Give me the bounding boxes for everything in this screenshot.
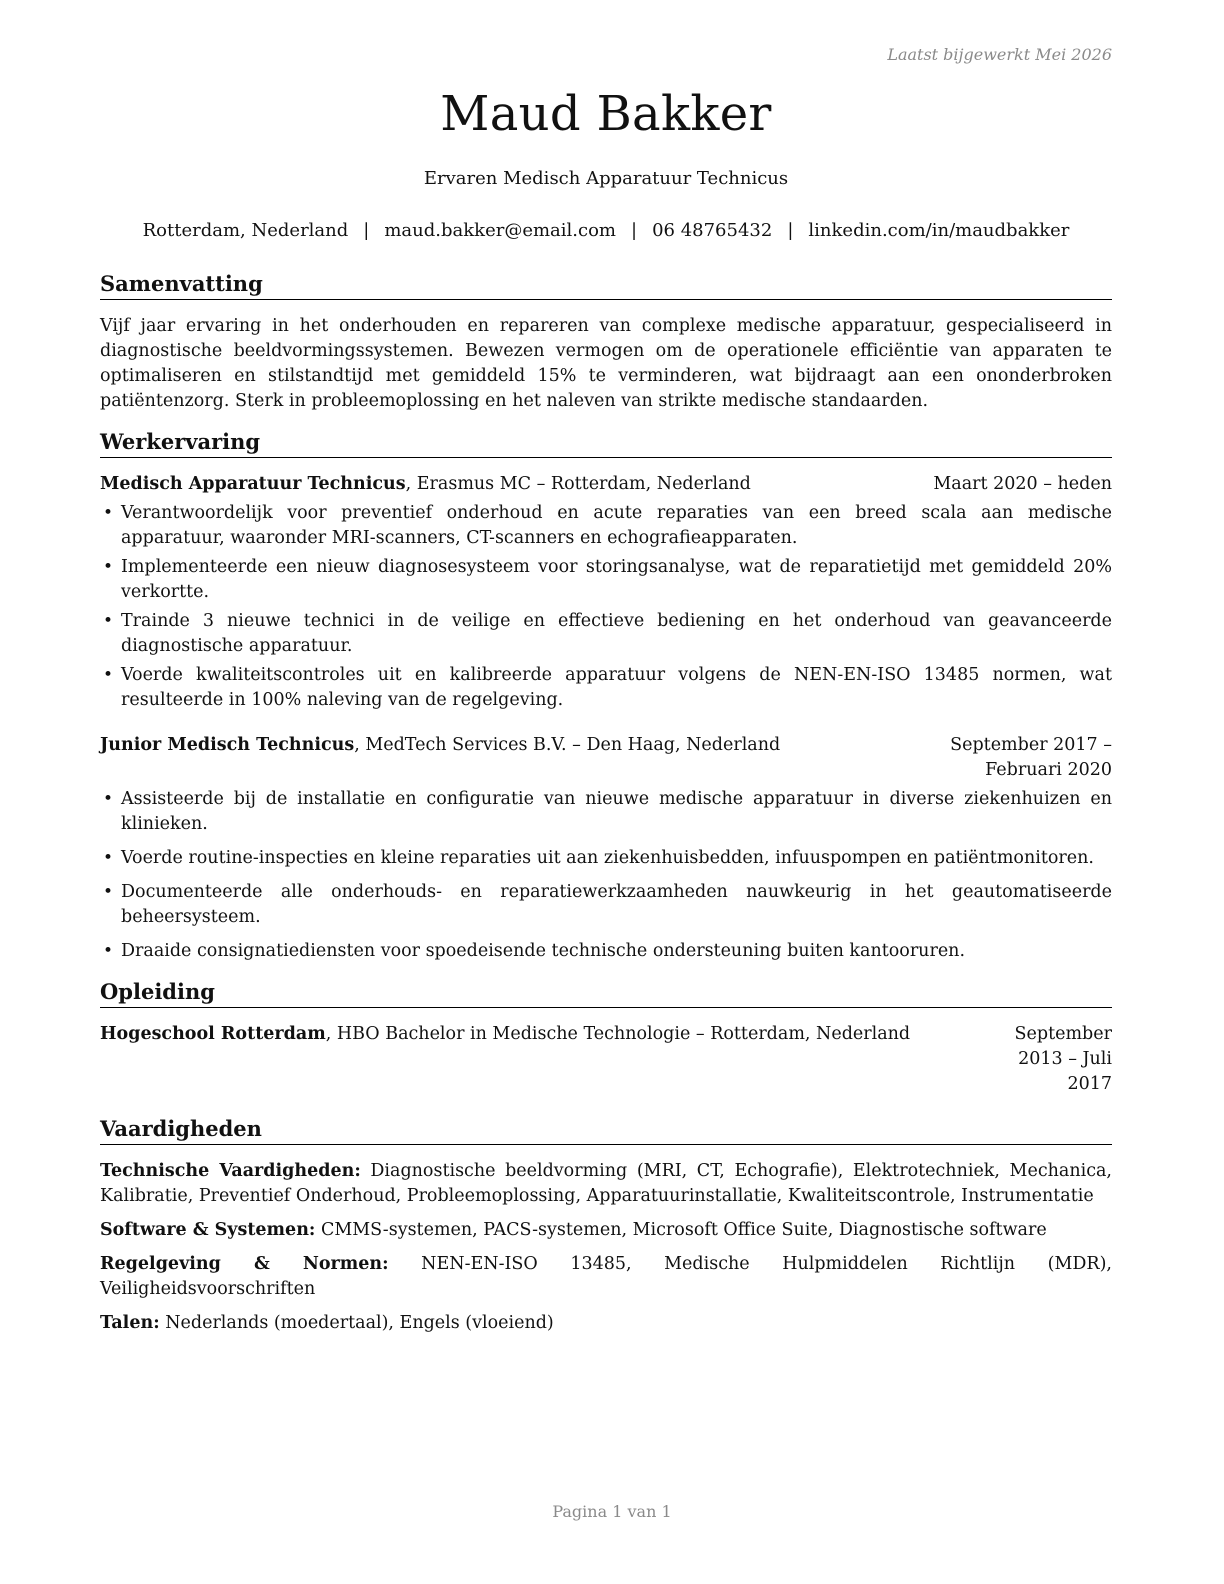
- job-bullet: • Voerde kwaliteitscontroles uit en kalibreerde apparatuur volgens de NEN-EN-ISO 13485 normen, wat resulteerde in 100% naleving van de regelgeving.: [100, 663, 1112, 713]
- skills-label: Technische Vaardigheden:: [100, 1161, 361, 1181]
- job-bullet: • Verantwoordelijk voor preventief onderhoud en acute reparaties van een breed scala aan medische apparatuur, waaronder MRI-scanners, CT-scanners en echografieapparaten.: [100, 501, 1112, 551]
- candidate-headline: Ervaren Medisch Apparatuur Technicus: [423, 168, 789, 189]
- education-degree: , HBO Bachelor in Medische Technologie – Rotterdam, Nederland: [325, 1024, 911, 1044]
- skills-value: Nederlands (moedertaal), Engels (vloeiend): [159, 1313, 554, 1333]
- job-bullet: • Documenteerde alle onderhouds- en reparatiewerkzaamheden nauwkeurig in het geautomatiseerde beheersysteem.: [100, 880, 1112, 930]
- skills-section: [100, 1115, 1112, 1336]
- section-title-summary: Samenvatting: [100, 270, 1112, 300]
- job-organization: , Erasmus MC – Rotterdam, Nederland: [405, 474, 751, 494]
- job-title-line: [100, 733, 780, 758]
- skills-row: [100, 1218, 1112, 1243]
- job-date: Maart 2020 – heden: [933, 474, 1112, 494]
- contact-separator: |: [631, 220, 638, 241]
- job-header: [100, 472, 1112, 497]
- contact-phone[interactable]: 06 48765432: [652, 220, 773, 241]
- job-role: Junior Medisch Technicus: [100, 735, 355, 755]
- skills-row: [100, 1252, 1112, 1302]
- job-bullet: • Assisteerde bij de installatie en configuratie van nieuwe medische apparatuur in diverse ziekenhuizen en klinieken.: [100, 787, 1112, 837]
- contact-linkedin[interactable]: linkedin.com/in/maudbakker: [808, 220, 1070, 241]
- education-school: Hogeschool Rotterdam: [100, 1024, 326, 1044]
- resume-content: [100, 270, 1112, 1350]
- contact-line: [100, 220, 1112, 241]
- education-title-line: [100, 1022, 910, 1097]
- job-bullet: • Voerde routine-inspecties en kleine reparaties uit aan ziekenhuisbedden, infuuspompen en patiëntmonitoren.: [100, 846, 1112, 871]
- section-title-education: Opleiding: [100, 978, 1112, 1008]
- job-bullet: • Draaide consignatiediensten voor spoedeisende technische ondersteuning buiten kantooruren.: [100, 939, 1112, 964]
- skills-row: [100, 1159, 1112, 1209]
- experience-section: [100, 428, 1112, 964]
- candidate-name: Maud Bakker: [440, 86, 772, 142]
- education-section: [100, 978, 1112, 1097]
- skills-label: Regelgeving & Normen:: [100, 1254, 389, 1274]
- page-number-footer: Pagina 1 van 1: [552, 1502, 672, 1521]
- last-updated-note: Laatst bijgewerkt Mei 2026: [887, 45, 1112, 64]
- job-role: Medisch Apparatuur Technicus: [100, 474, 406, 494]
- job-bullets: [100, 787, 1112, 964]
- job-bullet: • Trainde 3 nieuwe technici in de veilige en effectieve bediening en het onderhoud van geavanceerde diagnostische apparatuur.: [100, 609, 1112, 659]
- job-entry: [100, 733, 1112, 964]
- contact-separator: |: [787, 220, 794, 241]
- education-date: September 2013 – Juli 2017: [1014, 1024, 1112, 1094]
- contact-email[interactable]: maud.bakker@email.com: [384, 220, 616, 241]
- summary-section: [100, 270, 1112, 414]
- job-entry: [100, 472, 1112, 713]
- skills-row: [100, 1311, 1112, 1336]
- skills-label: Talen:: [100, 1313, 160, 1333]
- job-title-line: [100, 472, 751, 497]
- job-header: [100, 733, 1112, 783]
- job-bullets: [100, 501, 1112, 713]
- job-date: September 2017 – Februari 2020: [950, 735, 1112, 780]
- contact-location: Rotterdam, Nederland: [142, 220, 349, 241]
- section-title-experience: Werkervaring: [100, 428, 1112, 458]
- contact-separator: |: [363, 220, 370, 241]
- skills-value: CMMS-systemen, PACS-systemen, Microsoft Office Suite, Diagnostische software: [315, 1220, 1047, 1240]
- job-bullet: • Implementeerde een nieuw diagnosesysteem voor storingsanalyse, wat de reparatietijd met gemiddeld 20% verkortte.: [100, 555, 1112, 605]
- skills-value: Diagnostische beeldvorming (MRI, CT, Echografie), Elektrotechniek, Mechanica, Kalibratie, Preventief Onderhoud, Probleemoplossing, Apparatuurinstallatie, Kwaliteitscontrole, Instrumentatie: [100, 1161, 1112, 1206]
- job-organization: , MedTech Services B.V. – Den Haag, Nederland: [354, 735, 781, 755]
- skills-label: Software & Systemen:: [100, 1220, 316, 1240]
- section-title-skills: Vaardigheden: [100, 1115, 1112, 1145]
- summary-text: Vijf jaar ervaring in het onderhouden en repareren van complexe medische apparatuur, gespecialiseerd in diagnostische beeldvormingssystemen. Bewezen vermogen om de operationele efficiëntie van apparaten te optimaliseren en stilstandtijd met gemiddeld 15% te verminderen, wat bijdraagt aan een ononderbroken patiëntenzorg. Sterk in probleemoplossing en het naleven van strikte medische standaarden.: [100, 316, 1112, 411]
- education-entry: [100, 1022, 1112, 1097]
- skills-value: NEN-EN-ISO 13485, Medische Hulpmiddelen Richtlijn (MDR), Veiligheidsvoorschriften: [100, 1254, 1112, 1299]
- resume-page: [100, 0, 1112, 1584]
